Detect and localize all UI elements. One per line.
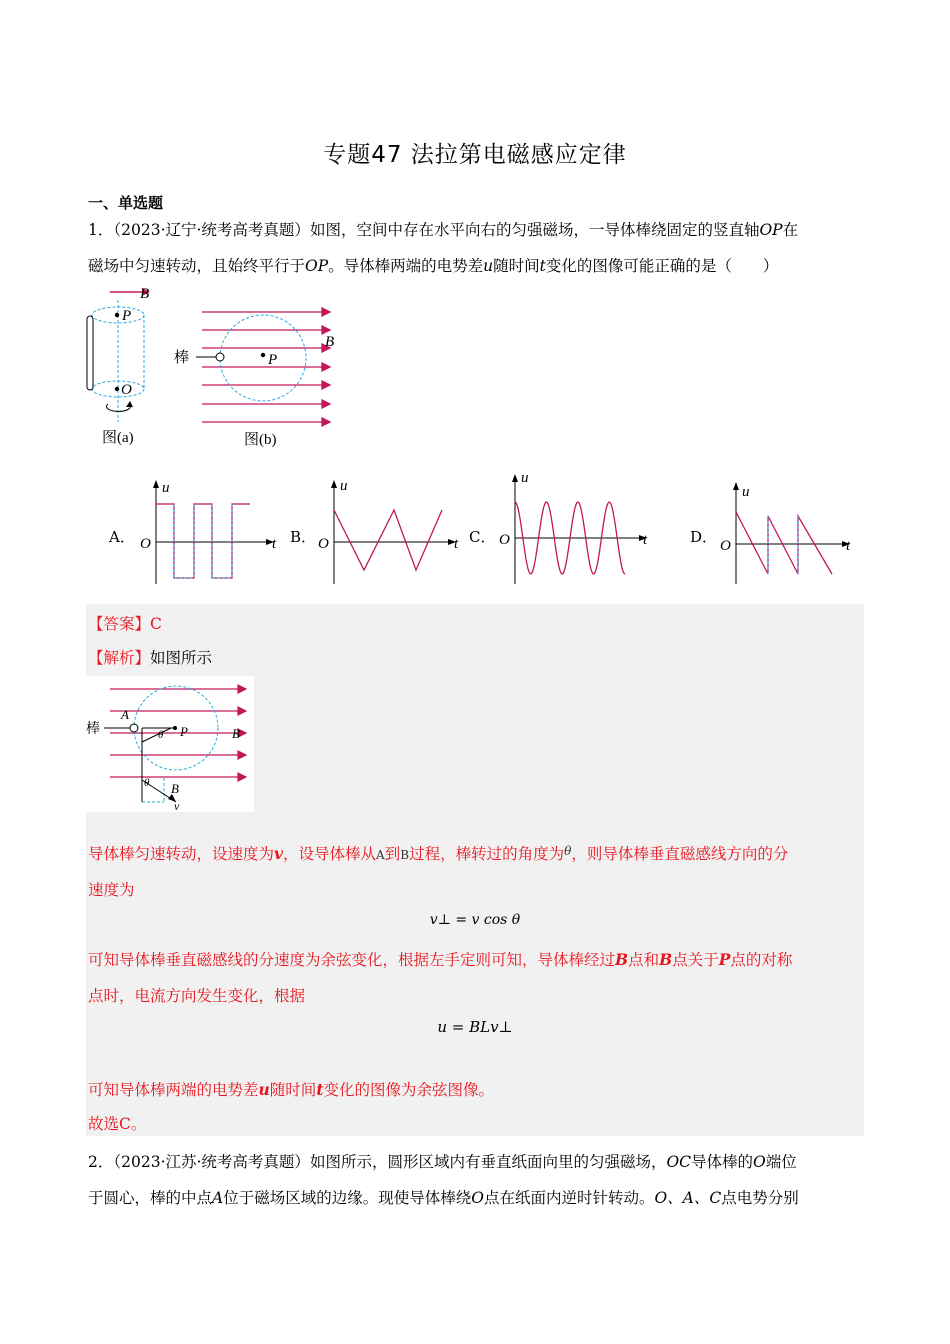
- svg-text:P: P: [180, 724, 188, 739]
- equation-2: u = BLv⊥: [437, 1018, 513, 1036]
- svg-text:u: u: [742, 484, 750, 500]
- q2-line-1: 2．（2023·江苏·统考高考真题）如图所示，圆形区域内有垂直纸面向里的匀强磁场，OC导体棒的O端位: [88, 1153, 797, 1171]
- analysis-para-3: 可知导体棒两端的电势差u随时间t变化的图像为余弦图像。: [88, 1080, 494, 1099]
- option-d-label[interactable]: D．: [690, 528, 718, 546]
- svg-text:v: v: [174, 799, 180, 812]
- fig-a-O: O: [121, 382, 132, 398]
- svg-text:u: u: [340, 478, 348, 494]
- analysis-figure: [86, 676, 254, 812]
- option-c-label[interactable]: C．: [469, 528, 496, 546]
- figure-a: [80, 282, 180, 452]
- answer-line: 【答案】C: [88, 615, 162, 633]
- q1-line-2: 磁场中匀速转动，且始终平行于OP。导体棒两端的电势差u随时间t变化的图像可能正确的是（ ）: [88, 257, 779, 275]
- svg-text:t: t: [643, 532, 648, 548]
- figure-b: [172, 298, 347, 452]
- svg-text:O: O: [140, 536, 151, 552]
- svg-text:θ: θ: [158, 729, 164, 741]
- q1-line-1: 1．（2023·辽宁·统考高考真题）如图，空间中存在水平向右的匀强磁场，一导体棒绕固定的竖直轴OP在: [88, 221, 799, 239]
- svg-text:θ: θ: [144, 777, 150, 789]
- option-c-graph[interactable]: [495, 466, 655, 590]
- svg-text:棒: 棒: [86, 722, 100, 737]
- fig-b-rod: 棒: [174, 350, 190, 366]
- fig-b-P: P: [268, 352, 278, 368]
- svg-text:O: O: [499, 532, 510, 548]
- svg-text:A: A: [121, 707, 129, 722]
- svg-text:O: O: [318, 536, 329, 552]
- fig-a-B: B: [140, 286, 150, 302]
- section-heading: 一、单选题: [88, 194, 164, 212]
- option-a-label[interactable]: A．: [109, 528, 135, 546]
- option-a-graph[interactable]: [136, 478, 286, 590]
- svg-text:O: O: [720, 538, 731, 554]
- analysis-para-2a: 可知导体棒垂直磁感线的分速度为余弦变化，根据左手定则可知，导体棒经过B点和B点关于P点的对称: [88, 950, 793, 969]
- svg-text:t: t: [454, 536, 459, 552]
- fig-a-label: 图(a): [102, 430, 134, 446]
- analysis-para-2b: 点时，电流方向发生变化，根据: [88, 987, 306, 1005]
- analysis-para-1b: 速度为: [88, 881, 135, 899]
- analysis-para-4: 故选C。: [88, 1115, 147, 1133]
- fig-b-B: B: [325, 334, 335, 350]
- q2-line-2: 于圆心，棒的中点A位于磁场区域的边缘。现使导体棒绕O点在纸面内逆时针转动。O、A、C点电势分别: [88, 1189, 799, 1207]
- analysis-label-line: 【解析】如图所示: [88, 649, 213, 667]
- option-b-label[interactable]: B．: [290, 528, 317, 546]
- page-title: 专题47 法拉第电磁感应定律: [323, 142, 627, 168]
- svg-text:t: t: [272, 536, 277, 552]
- svg-text:u: u: [162, 480, 170, 496]
- fig-a-P: P: [122, 308, 132, 324]
- svg-text:B: B: [171, 781, 179, 796]
- option-b-graph[interactable]: [314, 474, 464, 590]
- equation-1: v⊥ = v cos θ: [429, 912, 521, 928]
- svg-text:B: B: [232, 726, 240, 741]
- fig-b-label: 图(b): [244, 432, 277, 448]
- analysis-para-1a: 导体棒匀速转动，设速度为v，设导体棒从A到B过程，棒转过的角度为$^\theta$，则导体棒垂直磁感线方向的分: [88, 844, 789, 863]
- svg-text:t: t: [846, 538, 851, 554]
- option-d-graph[interactable]: [716, 478, 866, 590]
- svg-text:u: u: [521, 470, 529, 486]
